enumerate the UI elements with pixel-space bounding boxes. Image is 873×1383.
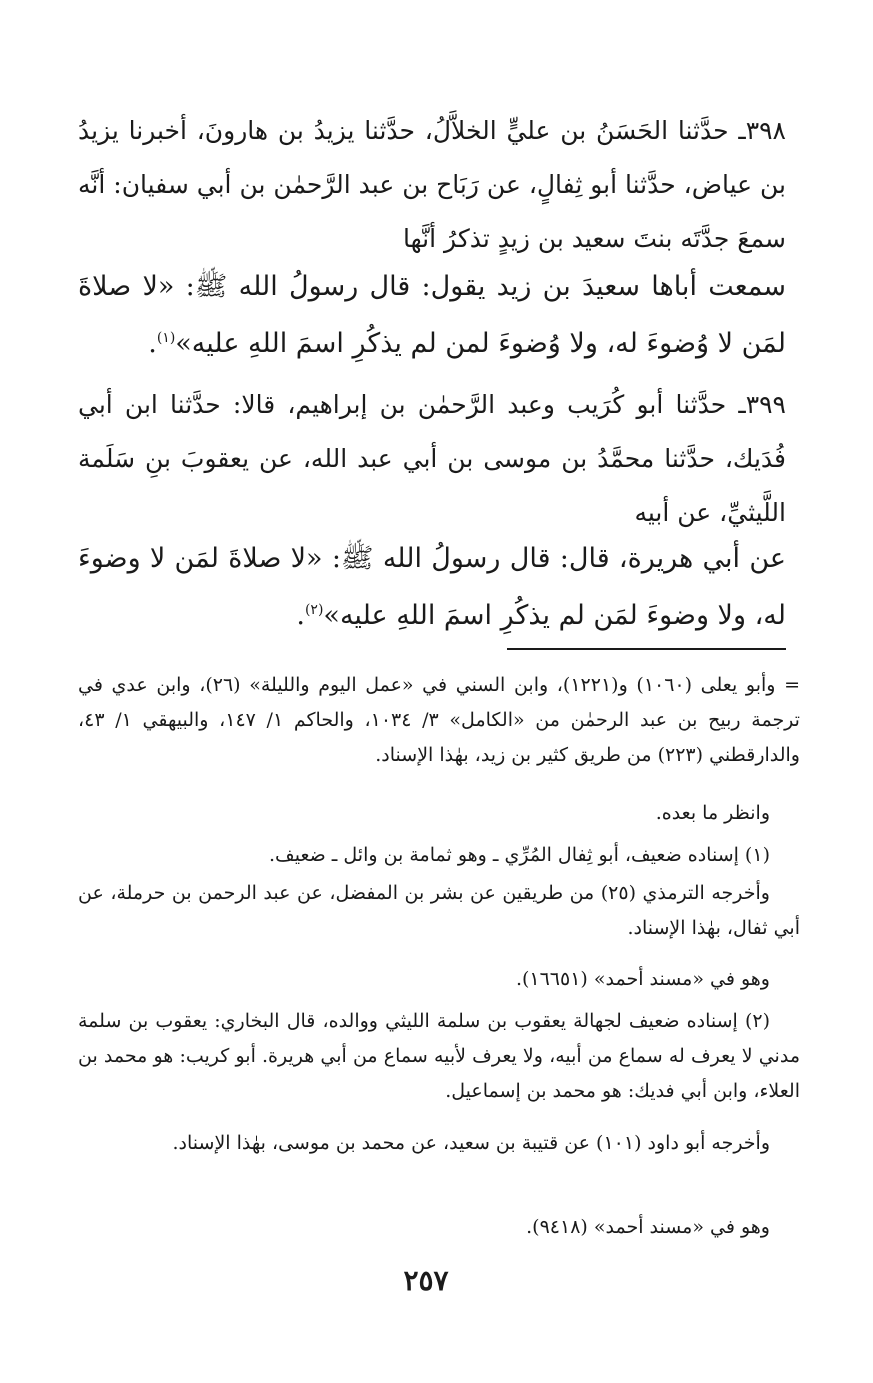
hadith-399-matn-text: عن أبي هريرة، قال: قال رسولُ الله ﷺ: «لا صلاةَ لمَن لا وضوءَ له، ولا وضوءَ لمَن لم يذكُرِ اسمَ اللهِ عليه»	[78, 543, 786, 631]
footnote-2-takhrij: وأخرجه أبو داود (١٠١) عن قتيبة بن سعيد، عن محمد بن موسى، بهٰذا الإسناد.	[172, 1132, 770, 1154]
footnote-separator	[507, 648, 786, 650]
footnote-1-takhrij: وأخرجه الترمذي (٢٥) من طريقين عن بشر بن المفضل، عن عبد الرحمن بن حرملة، عن أبي ثفال، بهٰذا الإسناد.	[78, 882, 800, 939]
footnote-ref-1: (١)	[156, 330, 176, 346]
hadith-399-end: .	[296, 600, 305, 631]
footnote-1: (١) إسناده ضعيف، أبو ثِفال المُرِّي ـ وهو ثمامة بن وائل ـ ضعيف.	[269, 844, 770, 866]
footnote-continuation: = وأبو يعلى (١٠٦٠) و(١٢٢١)، وابن السني في «عمل اليوم والليلة» (٢٦)، وابن عدي في ترجمة ربيح بن عبد الرحمٰن من «الكامل» ٣/ ١٠٣٤، والحاكم ١/ ١٤٧، والبيهقي ١/ ٤٣، والدارقطني (٢٢٣) من طريق كثير بن زيد، بهٰذا الإسناد.	[78, 674, 801, 766]
footnote-ref-2: (٢)	[304, 602, 324, 618]
footnote-1-musnad: وهو في «مسند أحمد» (١٦٦٥١).	[515, 968, 770, 990]
hadith-398-matn-text: سمعت أباها سعيدَ بن زيد يقول: قال رسولُ الله ﷺ: «لا صلاةَ لمَن لا وُضوءَ له، ولا وُضوءَ لمن لم يذكُرِ اسمَ اللهِ عليه»	[78, 271, 786, 359]
footnote-see-next: وانظر ما بعده.	[655, 802, 770, 824]
footnote-2-musnad: وهو في «مسند أحمد» (٩٤١٨).	[526, 1216, 770, 1238]
hadith-398-end: .	[148, 328, 157, 359]
footnote-2: (٢) إسناده ضعيف لجهالة يعقوب بن سلمة الليثي ووالده، قال البخاري: يعقوب بن سلمة مدني لا يعرف له سماع من أبيه، ولا يعرف لأبيه سماع من أبي هريرة. أبو كريب: هو محمد بن العلاء، وابن أبي فديك: هو محمد بن إسماعيل.	[78, 1010, 800, 1102]
hadith-399-matn	[78, 530, 786, 644]
page-number: ٢٥٧	[403, 1264, 449, 1297]
hadith-399-isnad: ٣٩٩ـ حدَّثنا أبو كُرَيب وعبد الرَّحمٰن بن إبراهيم، قالا: حدَّثنا ابن أبي فُدَيك، حدَّثنا محمَّدُ بن موسى بن أبي عبد الله، عن يعقوبَ بنِ سَلَمة اللَّيثيِّ، عن أبيه	[78, 390, 786, 527]
hadith-398-matn	[78, 258, 786, 372]
hadith-398-isnad: ٣٩٨ـ حدَّثنا الحَسَنُ بن عليٍّ الخلاَّلُ، حدَّثنا يزيدُ بن هارونَ، أخبرنا يزيدُ بن عياض، حدَّثنا أبو ثِفالٍ، عن رَبَاح بن عبد الرَّحمٰن بن أبي سفيان: أنَّه سمعَ جدَّتَه بنتَ سعيد بن زيدٍ تذكرُ أنَّها	[78, 116, 786, 253]
